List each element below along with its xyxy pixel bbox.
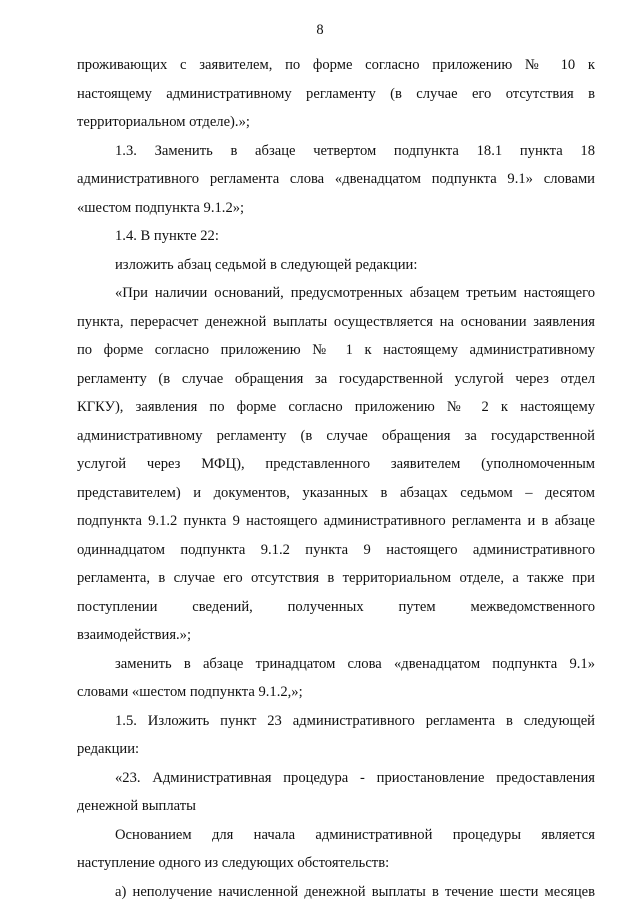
page-number: 8 (0, 22, 640, 39)
text-line: одиннадцатом подпункта 9.1.2 пункта 9 настоящего административного (77, 536, 595, 565)
text-line: «шестом подпункта 9.1.2»; (77, 194, 595, 223)
text-line: изложить абзац седьмой в следующей редакции: (77, 251, 595, 280)
text-line: заменить в абзаце тринадцатом слова «двенадцатом подпункта 9.1» (77, 650, 595, 679)
text-line: «23. Административная процедура - приостановление предоставления (77, 764, 595, 793)
text-line: «При наличии оснований, предусмотренных абзацем третьим настоящего (77, 279, 595, 308)
text-line: 1.3. Заменить в абзаце четвертом подпункта 18.1 пункта 18 (77, 137, 595, 166)
text-line: регламента, в случае его отсутствия в территориальном отделе, а также при (77, 564, 595, 593)
document-body (77, 51, 595, 906)
paragraph-8 (77, 764, 595, 821)
text-line: настоящему административному регламенту (в случае его отсутствия в (77, 80, 595, 109)
text-line: 1.4. В пункте 22: (77, 222, 595, 251)
text-line: проживающих с заявителем, по форме согласно приложению № 10 к (77, 51, 595, 80)
text-line: услугой через МФЦ), представленного заявителем (уполномоченным (77, 450, 595, 479)
paragraph-5 (77, 279, 595, 650)
paragraph-9 (77, 821, 595, 878)
text-line: регламенту (в случае обращения за государственной услугой через отдел (77, 365, 595, 394)
text-line: поступлении сведений, полученных путем межведомственного (77, 593, 595, 622)
paragraph-6 (77, 650, 595, 707)
text-line: взаимодействия.»; (77, 621, 595, 650)
text-line: Основанием для начала административной процедуры является (77, 821, 595, 850)
text-line: наступление одного из следующих обстоятельств: (77, 849, 595, 878)
text-line: редакции: (77, 735, 595, 764)
text-line: административному регламенту (в случае обращения за государственной (77, 422, 595, 451)
paragraph-3 (77, 222, 595, 251)
paragraph-10 (77, 878, 595, 906)
text-line: 1.5. Изложить пункт 23 административного регламента в следующей (77, 707, 595, 736)
text-line: по форме согласно приложению № 1 к настоящему административному (77, 336, 595, 365)
text-line: пункта, перерасчет денежной выплаты осуществляется на основании заявления (77, 308, 595, 337)
text-line: подпункта 9.1.2 пункта 9 настоящего административного регламента и в абзаце (77, 507, 595, 536)
text-line: словами «шестом подпункта 9.1.2,»; (77, 678, 595, 707)
paragraph-1 (77, 51, 595, 137)
text-line: представителем) и документов, указанных в абзацах седьмом – десятом (77, 479, 595, 508)
paragraph-7 (77, 707, 595, 764)
text-line: денежной выплаты (77, 792, 595, 821)
text-line: территориальном отделе).»; (77, 108, 595, 137)
text-line: КГКУ), заявления по форме согласно приложению № 2 к настоящему (77, 393, 595, 422)
paragraph-2 (77, 137, 595, 223)
paragraph-4 (77, 251, 595, 280)
text-line: административного регламента слова «двенадцатом подпункта 9.1» словами (77, 165, 595, 194)
text-line: а) неполучение начисленной денежной выплаты в течение шести месяцев (77, 878, 595, 906)
